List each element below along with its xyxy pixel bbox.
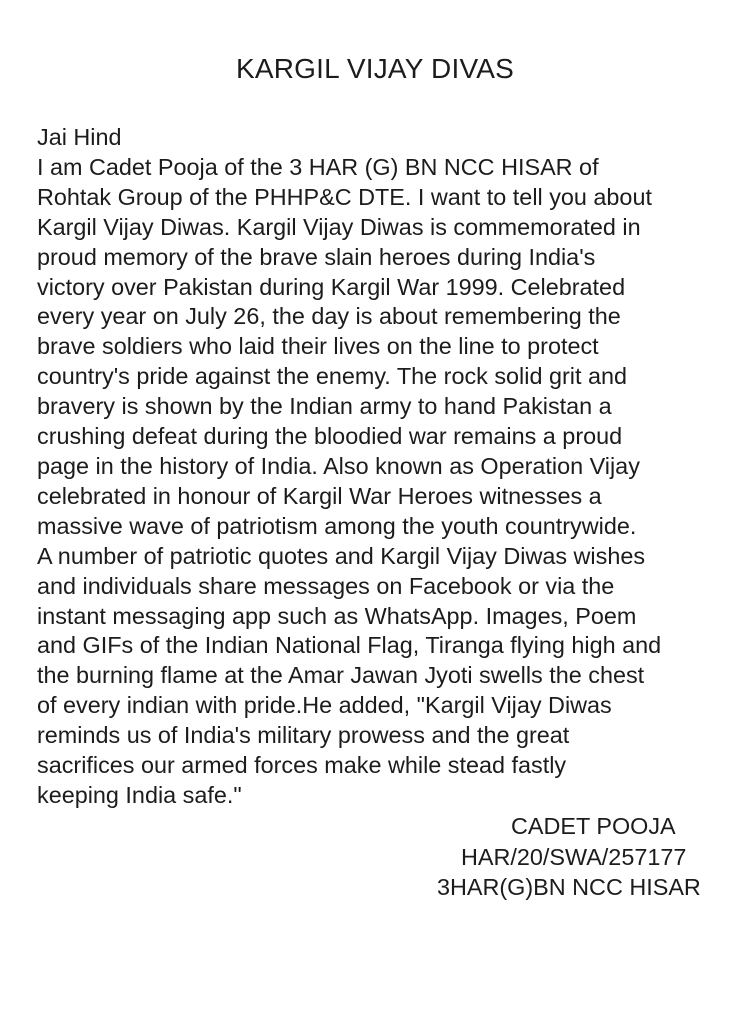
- body-line: brave soldiers who laid their lives on the line to protect: [37, 333, 599, 360]
- body-line: instant messaging app such as WhatsApp. Images, Poem: [37, 602, 637, 629]
- body-line: and GIFs of the Indian National Flag, Tiranga flying high and: [37, 632, 662, 659]
- body-line: Kargil Vijay Diwas. Kargil Vijay Diwas is commemorated in: [37, 213, 641, 240]
- body-line: Rohtak Group of the PHHP&C DTE. I want to tell you about: [37, 183, 652, 210]
- body-line: crushing defeat during the bloodied war remains a proud: [37, 423, 623, 450]
- body-line: proud memory of the brave slain heroes during India's: [37, 243, 596, 270]
- signature-unit: 3HAR(G)BN NCC HISAR: [437, 874, 701, 900]
- body-line: bravery is shown by the Indian army to hand Pakistan a: [37, 393, 612, 420]
- body-line: sacrifices our armed forces make while stead fastly: [37, 752, 567, 779]
- body-line: I am Cadet Pooja of the 3 HAR (G) BN NCC HISAR of: [37, 153, 599, 180]
- body-line: country's pride against the enemy. The rock solid grit and: [37, 363, 627, 390]
- body-line: every year on July 26, the day is about remembering the: [37, 303, 621, 330]
- body-line: page in the history of India. Also known as Operation Vijay: [37, 452, 640, 479]
- document-title: KARGIL VIJAY DIVAS: [236, 53, 514, 84]
- body-line: A number of patriotic quotes and Kargil Vijay Diwas wishes: [37, 542, 646, 569]
- body-line: the burning flame at the Amar Jawan Jyoti swells the chest: [37, 662, 645, 689]
- body-line: victory over Pakistan during Kargil War 1999. Celebrated: [37, 273, 626, 300]
- body-line: Jai Hind: [37, 124, 122, 150]
- body-line: reminds us of India's military prowess and the great: [37, 722, 570, 749]
- body-line: of every indian with pride.He added, "Kargil Vijay Diwas: [37, 692, 612, 719]
- document-body: [37, 123, 737, 811]
- body-line: celebrated in honour of Kargil War Heroes witnesses a: [37, 482, 602, 509]
- body-line: keeping India safe.": [37, 781, 242, 808]
- signature-name: CADET POOJA: [511, 813, 676, 839]
- body-line: and individuals share messages on Facebook or via the: [37, 572, 615, 599]
- body-line: massive wave of patriotism among the youth countrywide.: [37, 512, 637, 539]
- signature-regimental-number: HAR/20/SWA/257177: [461, 844, 687, 870]
